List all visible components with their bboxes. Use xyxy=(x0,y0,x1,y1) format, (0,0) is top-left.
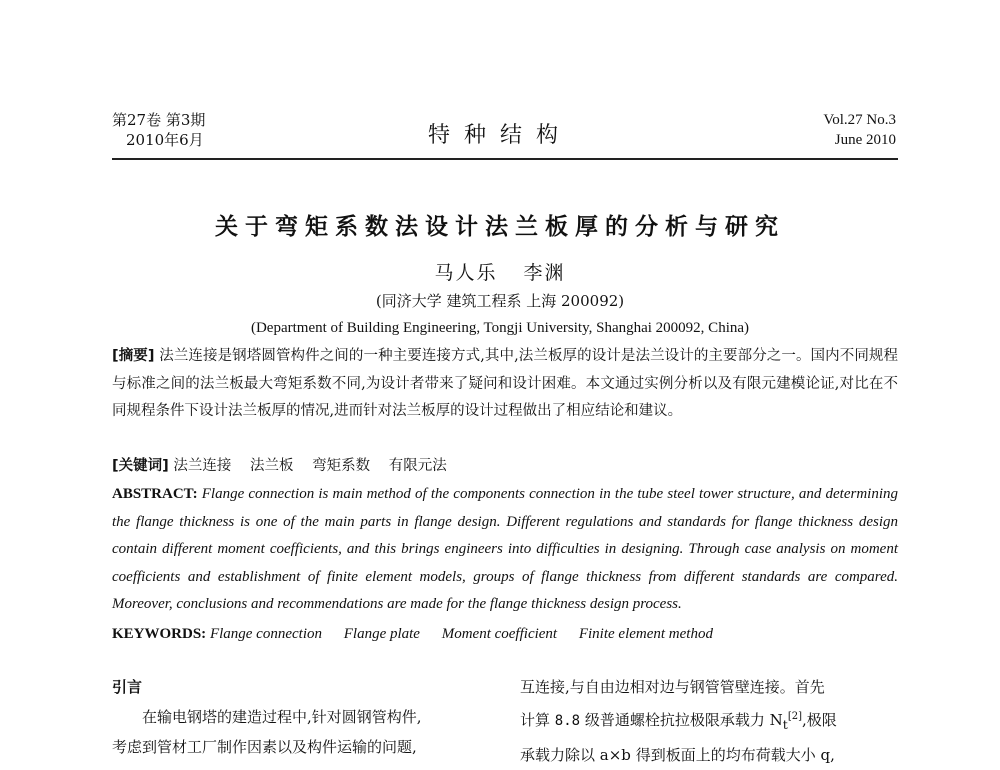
keyword-cn: 法兰板 xyxy=(249,458,294,474)
body-text-line: 互连接,与自由边相对边与钢管管壁连接。首先 xyxy=(520,678,825,696)
symbol-subscript: t xyxy=(782,717,788,732)
header-rule xyxy=(112,158,898,160)
abstract-cn-text: 法兰连接是钢塔圆管构件之间的一种主要连接方式,其中,法兰板厚的设计是法兰设计的主要部分之一。国内不同规程与标准之间的法兰板最大弯矩系数不同,为设计者带来了疑问和设计困难。本文通过实例分析以及有限元建模论证,对比在不同规程条件下设计法兰板厚的情况,进而针对法兰板厚的设计过程做出了相应结论和建议。 xyxy=(112,348,898,419)
keywords-cn-label: [关键词] xyxy=(112,458,169,474)
body-left-column xyxy=(112,672,490,762)
text-fragment: 承载力除以 xyxy=(520,746,596,764)
body-right-column xyxy=(520,672,900,770)
body-text-line: 在输电钢塔的建造过程中,针对圆钢管构件, xyxy=(142,708,422,726)
abstract-cn-label: [摘要] xyxy=(112,348,155,364)
paper-title: 关于弯矩系数法设计法兰板厚的分析与研究 xyxy=(215,214,785,240)
keywords-en xyxy=(112,621,898,649)
issue-date-en: June 2010 xyxy=(834,132,896,148)
keyword-cn: 有限元法 xyxy=(388,458,447,474)
keyword-en: Flange plate xyxy=(343,626,420,642)
text-fragment: 得到板面上的均布荷载大小 xyxy=(635,746,816,764)
keywords-en-label: KEYWORDS: xyxy=(112,626,207,642)
text-fragment: 级普通螺栓抗拉极限承载力 xyxy=(584,711,765,729)
journal-name: 特种结构 xyxy=(427,123,572,148)
abstract-cn xyxy=(112,343,898,426)
keyword-en: Moment coefficient xyxy=(441,626,558,642)
keyword-en: Flange connection xyxy=(209,626,322,642)
abstract-en-label: ABSTRACT: xyxy=(112,486,198,502)
affiliation-en: (Department of Building Engineering, Tongji University, Shanghai 200092, China) xyxy=(250,320,750,336)
abstract-en-text: Flange connection is main method of the components connection in the tube steel tower structure, and determining the flange thickness is one of the main parts in flange design. Different regulations and standards for flange thickness design contain different moment coefficients, and this brings engineers into difficulties in designing. Through case analysis on moment coefficients and establishment of finite element models, groups of flange thickness from different standards are compared. Moreover, conclusions and recommendations are made for the flange thickness design process. xyxy=(112,486,899,612)
keywords-cn xyxy=(112,453,898,481)
body-text-line xyxy=(520,740,900,770)
volume-issue-en: Vol.27 No.3 xyxy=(823,112,896,128)
affiliation-cn: (同济大学 建筑工程系 上海 200092) xyxy=(375,292,625,310)
text-fragment: 计算 xyxy=(520,711,551,729)
journal-issue-info-en xyxy=(823,110,896,150)
abstract-en xyxy=(112,481,898,619)
reference-mark: [2] xyxy=(787,711,802,722)
keyword-cn: 弯矩系数 xyxy=(312,458,371,474)
issue-date-cn: 2010年6月 xyxy=(126,131,204,149)
keyword-en: Finite element method xyxy=(578,626,713,642)
symbol-n: N xyxy=(769,711,783,729)
body-text-line xyxy=(520,702,900,740)
text-fragment: ,极限 xyxy=(802,711,837,729)
volume-issue: 第27卷 第3期 xyxy=(112,111,206,129)
symbol-q: q, xyxy=(820,746,835,764)
symbol-axb: a×b xyxy=(599,746,631,764)
body-text-line: 考虑到管材工厂制作因素以及构件运输的问题, xyxy=(112,738,417,756)
section-title: 引言 xyxy=(112,678,143,696)
authors: 马人乐 李渊 xyxy=(434,262,566,284)
keyword-cn: 法兰连接 xyxy=(173,458,232,474)
bolt-grade: 8.8 xyxy=(554,713,581,729)
